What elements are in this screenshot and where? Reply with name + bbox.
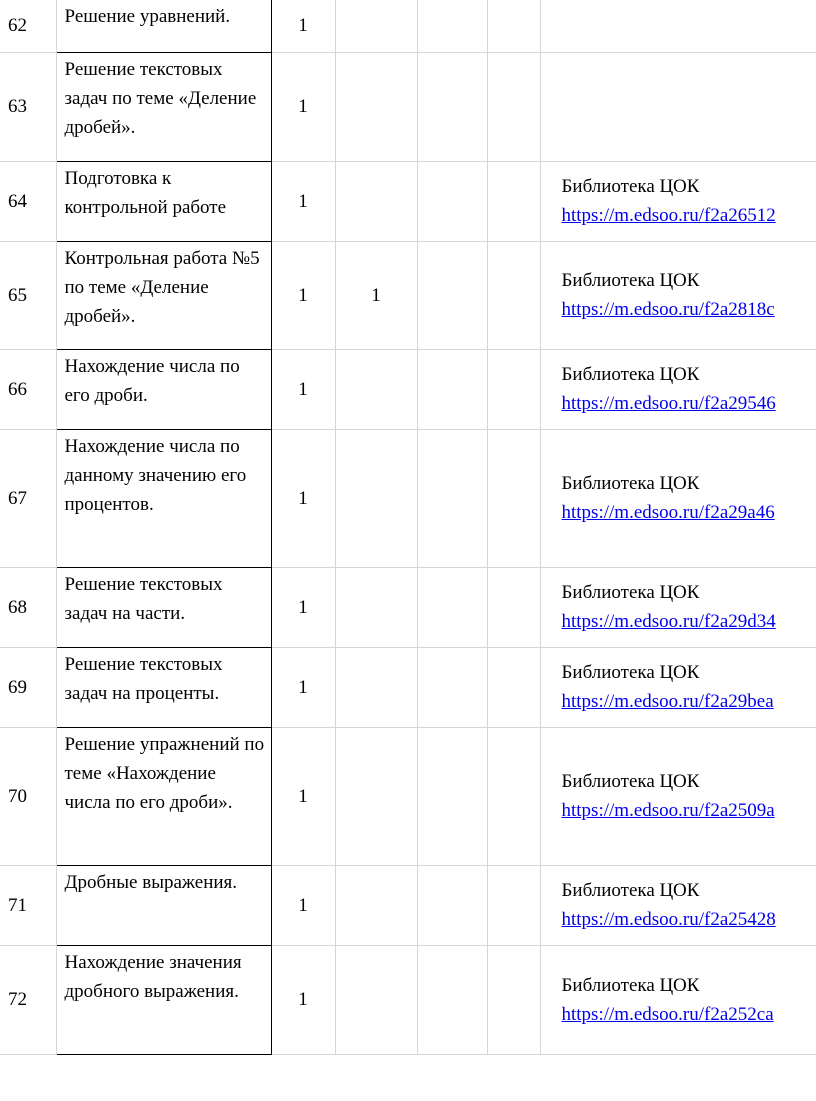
- lesson-number-cell: 70: [0, 727, 56, 865]
- date-cell: [487, 647, 540, 727]
- table-row: [0, 52, 816, 161]
- practical-work-cell: [417, 52, 487, 161]
- hours-cell: 1: [271, 429, 335, 567]
- control-work-cell: 1: [335, 241, 417, 349]
- resource-library-label: Библиотека ЦОК: [561, 364, 700, 385]
- practical-work-cell: [417, 727, 487, 865]
- table-row: [0, 865, 816, 945]
- date-cell: [487, 161, 540, 241]
- practical-work-cell: [417, 0, 487, 52]
- lesson-topic-cell: Решение текстовых задач по теме «Деление дробей».: [56, 52, 271, 161]
- hours-cell: 1: [271, 161, 335, 241]
- resource-cell: [540, 429, 816, 567]
- resource-cell: [540, 647, 816, 727]
- table-row: [0, 241, 816, 349]
- hours-cell: 1: [271, 727, 335, 865]
- lesson-topic-cell: Нахождение числа по данному значению его процентов.: [56, 429, 271, 567]
- resource-library-label: Библиотека ЦОК: [561, 473, 700, 494]
- resource-link[interactable]: https://m.edsoo.ru/f2a29d34: [561, 611, 776, 632]
- resource-link[interactable]: https://m.edsoo.ru/f2a29bea: [561, 691, 774, 712]
- resource-library-label: Библиотека ЦОК: [561, 880, 700, 901]
- date-cell: [487, 0, 540, 52]
- resource-cell: [540, 945, 816, 1054]
- lesson-topic-cell: Нахождение числа по его дроби.: [56, 349, 271, 429]
- table-row: [0, 349, 816, 429]
- lesson-topic-cell: Дробные выражения.: [56, 865, 271, 945]
- lesson-number-cell: 72: [0, 945, 56, 1054]
- lesson-number-cell: 67: [0, 429, 56, 567]
- control-work-cell: [335, 567, 417, 647]
- date-cell: [487, 349, 540, 429]
- date-cell: [487, 727, 540, 865]
- practical-work-cell: [417, 349, 487, 429]
- practical-work-cell: [417, 429, 487, 567]
- resource-library-label: Библиотека ЦОК: [561, 974, 700, 996]
- hours-cell: 1: [271, 241, 335, 349]
- hours-cell: 1: [271, 349, 335, 429]
- table-row: [0, 945, 816, 1054]
- table-row: [0, 727, 816, 865]
- control-work-cell: [335, 727, 417, 865]
- hours-cell: 1: [271, 52, 335, 161]
- table-row: [0, 0, 816, 52]
- lesson-topic-cell: Подготовка к контрольной работе: [56, 161, 271, 241]
- resource-link[interactable]: https://m.edsoo.ru/f2a26512: [561, 205, 776, 226]
- resource-cell: [540, 727, 816, 865]
- date-cell: [487, 567, 540, 647]
- resource-library-label: Библиотека ЦОК: [561, 771, 700, 792]
- control-work-cell: [335, 945, 417, 1054]
- resource-link[interactable]: https://m.edsoo.ru/f2a2509a: [561, 800, 775, 821]
- hours-cell: 1: [271, 567, 335, 647]
- lesson-number-cell: 63: [0, 52, 56, 161]
- practical-work-cell: [417, 161, 487, 241]
- lesson-topic-cell: Решение текстовых задач на части.: [56, 567, 271, 647]
- resource-cell: [540, 52, 816, 161]
- hours-cell: 1: [271, 945, 335, 1054]
- control-work-cell: [335, 52, 417, 161]
- hours-cell: 1: [271, 647, 335, 727]
- hours-cell: 1: [271, 0, 335, 52]
- lesson-topic-cell: Нахождение значения дробного выражения.: [56, 945, 271, 1054]
- control-work-cell: [335, 161, 417, 241]
- resource-cell: [540, 241, 816, 349]
- lesson-topic-cell: Контрольная работа №5 по теме «Деление дробей».: [56, 241, 271, 349]
- control-work-cell: [335, 0, 417, 52]
- lesson-topic-cell: Решение упражнений по теме «Нахождение числа по его дроби».: [56, 727, 271, 865]
- lesson-number-cell: 64: [0, 161, 56, 241]
- resource-link[interactable]: https://m.edsoo.ru/f2a252ca: [561, 1003, 774, 1025]
- resource-link[interactable]: https://m.edsoo.ru/f2a25428: [561, 909, 776, 930]
- resource-cell: [540, 349, 816, 429]
- resource-library-label: Библиотека ЦОК: [561, 582, 700, 603]
- date-cell: [487, 52, 540, 161]
- resource-cell: [540, 865, 816, 945]
- date-cell: [487, 429, 540, 567]
- table-row: [0, 567, 816, 647]
- practical-work-cell: [417, 647, 487, 727]
- hours-cell: 1: [271, 865, 335, 945]
- control-work-cell: [335, 349, 417, 429]
- practical-work-cell: [417, 241, 487, 349]
- lesson-number-cell: 65: [0, 241, 56, 349]
- table-row: [0, 429, 816, 567]
- lesson-topic-cell: Решение текстовых задач на проценты.: [56, 647, 271, 727]
- control-work-cell: [335, 647, 417, 727]
- practical-work-cell: [417, 945, 487, 1054]
- resource-library-label: Библиотека ЦОК: [561, 270, 700, 291]
- lesson-number-cell: 66: [0, 349, 56, 429]
- resource-library-label: Библиотека ЦОК: [561, 176, 700, 197]
- practical-work-cell: [417, 865, 487, 945]
- resource-cell: [540, 0, 816, 52]
- lesson-number-cell: 71: [0, 865, 56, 945]
- date-cell: [487, 865, 540, 945]
- resource-cell: [540, 161, 816, 241]
- lesson-topic-cell: Решение уравнений.: [56, 0, 271, 52]
- resource-link[interactable]: https://m.edsoo.ru/f2a29546: [561, 393, 776, 414]
- resource-library-label: Библиотека ЦОК: [561, 662, 700, 683]
- resource-link[interactable]: https://m.edsoo.ru/f2a2818c: [561, 299, 775, 320]
- practical-work-cell: [417, 567, 487, 647]
- resource-link[interactable]: https://m.edsoo.ru/f2a29a46: [561, 502, 775, 523]
- table-row: [0, 161, 816, 241]
- date-cell: [487, 241, 540, 349]
- control-work-cell: [335, 865, 417, 945]
- lesson-number-cell: 68: [0, 567, 56, 647]
- lesson-number-cell: 69: [0, 647, 56, 727]
- table-row: [0, 647, 816, 727]
- control-work-cell: [335, 429, 417, 567]
- resource-cell: [540, 567, 816, 647]
- lesson-number-cell: 62: [0, 0, 56, 52]
- date-cell: [487, 945, 540, 1054]
